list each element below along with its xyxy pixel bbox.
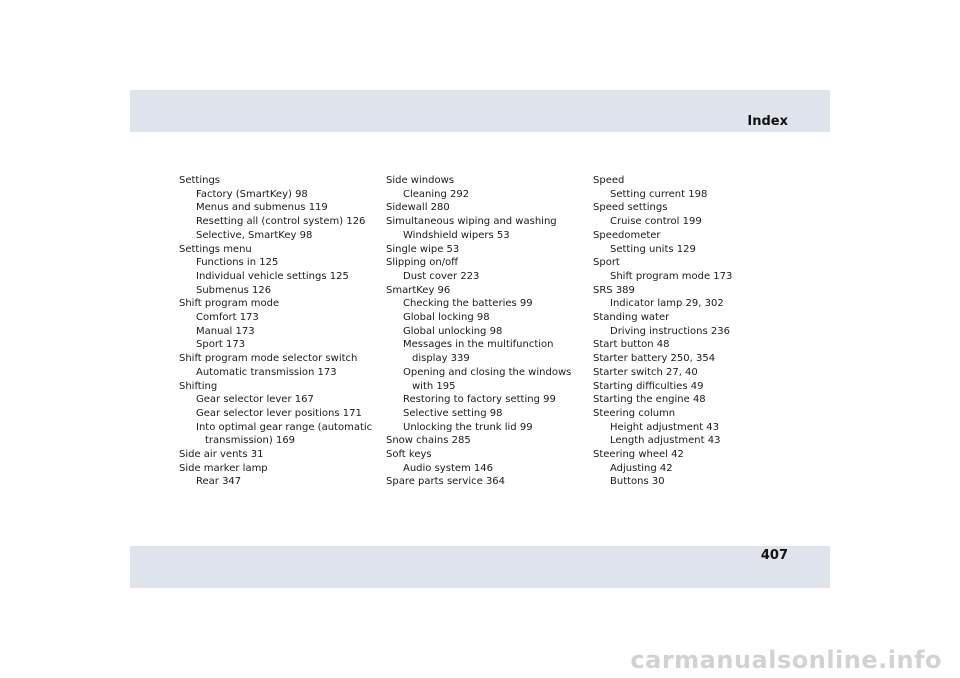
index-entry: Settings: [179, 175, 221, 186]
index-subentry: Global unlocking 98: [403, 325, 503, 337]
index-subentry: Buttons 30: [610, 476, 665, 488]
index-entry: Slipping on/off: [386, 257, 459, 269]
index-entry: SmartKey 96: [386, 284, 451, 296]
index-entry: Simultaneous wiping and washing: [386, 216, 557, 228]
index-entry: Starter switch 27, 40: [593, 366, 698, 378]
index-subentry: Gear selector lever positions 171: [196, 407, 362, 419]
index-entry: Spare parts service 364: [386, 476, 506, 488]
index-subentry: Manual 173: [196, 325, 255, 337]
index-column-1: [179, 174, 379, 489]
index-subentry: Automatic transmission 173: [196, 366, 337, 378]
index-subentry: Adjusting 42: [610, 462, 673, 474]
index-subentry: display 339: [412, 353, 470, 365]
index-entry: Soft keys: [386, 449, 432, 461]
index-subentry: Into optimal gear range (automatic: [196, 421, 373, 433]
index-entry: Shifting: [179, 380, 218, 392]
index-entry: Speed: [593, 175, 625, 186]
index-entry: Standing water: [593, 312, 670, 324]
index-subentry: Sport 173: [196, 339, 246, 351]
index-subentry: with 195: [412, 380, 456, 392]
index-subentry: Gear selector lever 167: [196, 394, 314, 406]
index-subentry: Resetting all (control system) 126: [196, 216, 366, 228]
header-band: [130, 90, 830, 132]
index-subentry: transmission) 169: [205, 435, 296, 447]
index-entry: Shift program mode: [179, 298, 280, 310]
index-subentry: Global locking 98: [403, 312, 490, 324]
index-subentry: Comfort 173: [196, 312, 259, 324]
watermark: carmanualsonline.info: [630, 646, 942, 674]
index-column-3: [593, 174, 793, 489]
index-subentry: Functions in 125: [196, 257, 279, 269]
index-subentry: Checking the batteries 99: [403, 298, 533, 310]
index-subentry: Driving instructions 236: [610, 325, 730, 337]
index-entry: Single wipe 53: [386, 243, 460, 255]
index-entry: Start button 48: [593, 339, 670, 351]
index-subentry: Restoring to factory setting 99: [403, 394, 556, 406]
index-entry: Settings menu: [179, 243, 252, 255]
index-subentry: Submenus 126: [196, 284, 272, 296]
index-subentry: Opening and closing the windows: [403, 366, 572, 378]
index-entry: Sidewall 280: [386, 202, 450, 214]
index-entry: Starter battery 250, 354: [593, 353, 716, 365]
index-subentry: Height adjustment 43: [610, 421, 720, 433]
index-subentry: Selective setting 98: [403, 407, 503, 419]
index-subentry: Menus and submenus 119: [196, 202, 328, 214]
index-subentry: Audio system 146: [403, 462, 494, 474]
index-subentry: Length adjustment 43: [610, 435, 721, 447]
index-subentry: Unlocking the trunk lid 99: [403, 421, 533, 433]
index-entry: Starting the engine 48: [593, 394, 706, 406]
index-entry: Speed settings: [593, 202, 668, 214]
index-subentry: Messages in the multifunction: [403, 339, 554, 351]
index-subentry: Factory (SmartKey) 98: [196, 188, 308, 200]
index-subentry: Individual vehicle settings 125: [196, 270, 349, 282]
index-entry: Shift program mode selector switch: [179, 353, 358, 365]
index-subentry: Dust cover 223: [403, 270, 480, 282]
index-entry: Side air vents 31: [179, 449, 264, 461]
page-title: Index: [747, 114, 788, 129]
index-entry: Steering wheel 42: [593, 449, 684, 461]
index-entry: SRS 389: [593, 284, 635, 296]
footer-band: [130, 546, 830, 588]
index-subentry: Cleaning 292: [403, 188, 470, 200]
index-subentry: Indicator lamp 29, 302: [610, 298, 724, 310]
index-entry: Speedometer: [593, 229, 661, 241]
index-entry: Starting difficulties 49: [593, 380, 704, 392]
index-entry: Side marker lamp: [179, 462, 268, 474]
index-subentry: Shift program mode 173: [610, 270, 733, 282]
index-subentry: Setting units 129: [610, 243, 696, 255]
index-subentry: Selective, SmartKey 98: [196, 229, 313, 241]
index-subentry: Windshield wipers 53: [403, 229, 510, 241]
index-entry: Sport: [593, 257, 620, 269]
page-number: 407: [760, 548, 788, 563]
index-entry: Side windows: [386, 175, 454, 186]
index-entry: Steering column: [593, 407, 676, 419]
index-subentry: Rear 347: [196, 476, 242, 488]
index-column-2: [386, 174, 586, 489]
index-subentry: Cruise control 199: [610, 216, 702, 228]
index-entry: Snow chains 285: [386, 435, 471, 447]
index-subentry: Setting current 198: [610, 188, 708, 200]
